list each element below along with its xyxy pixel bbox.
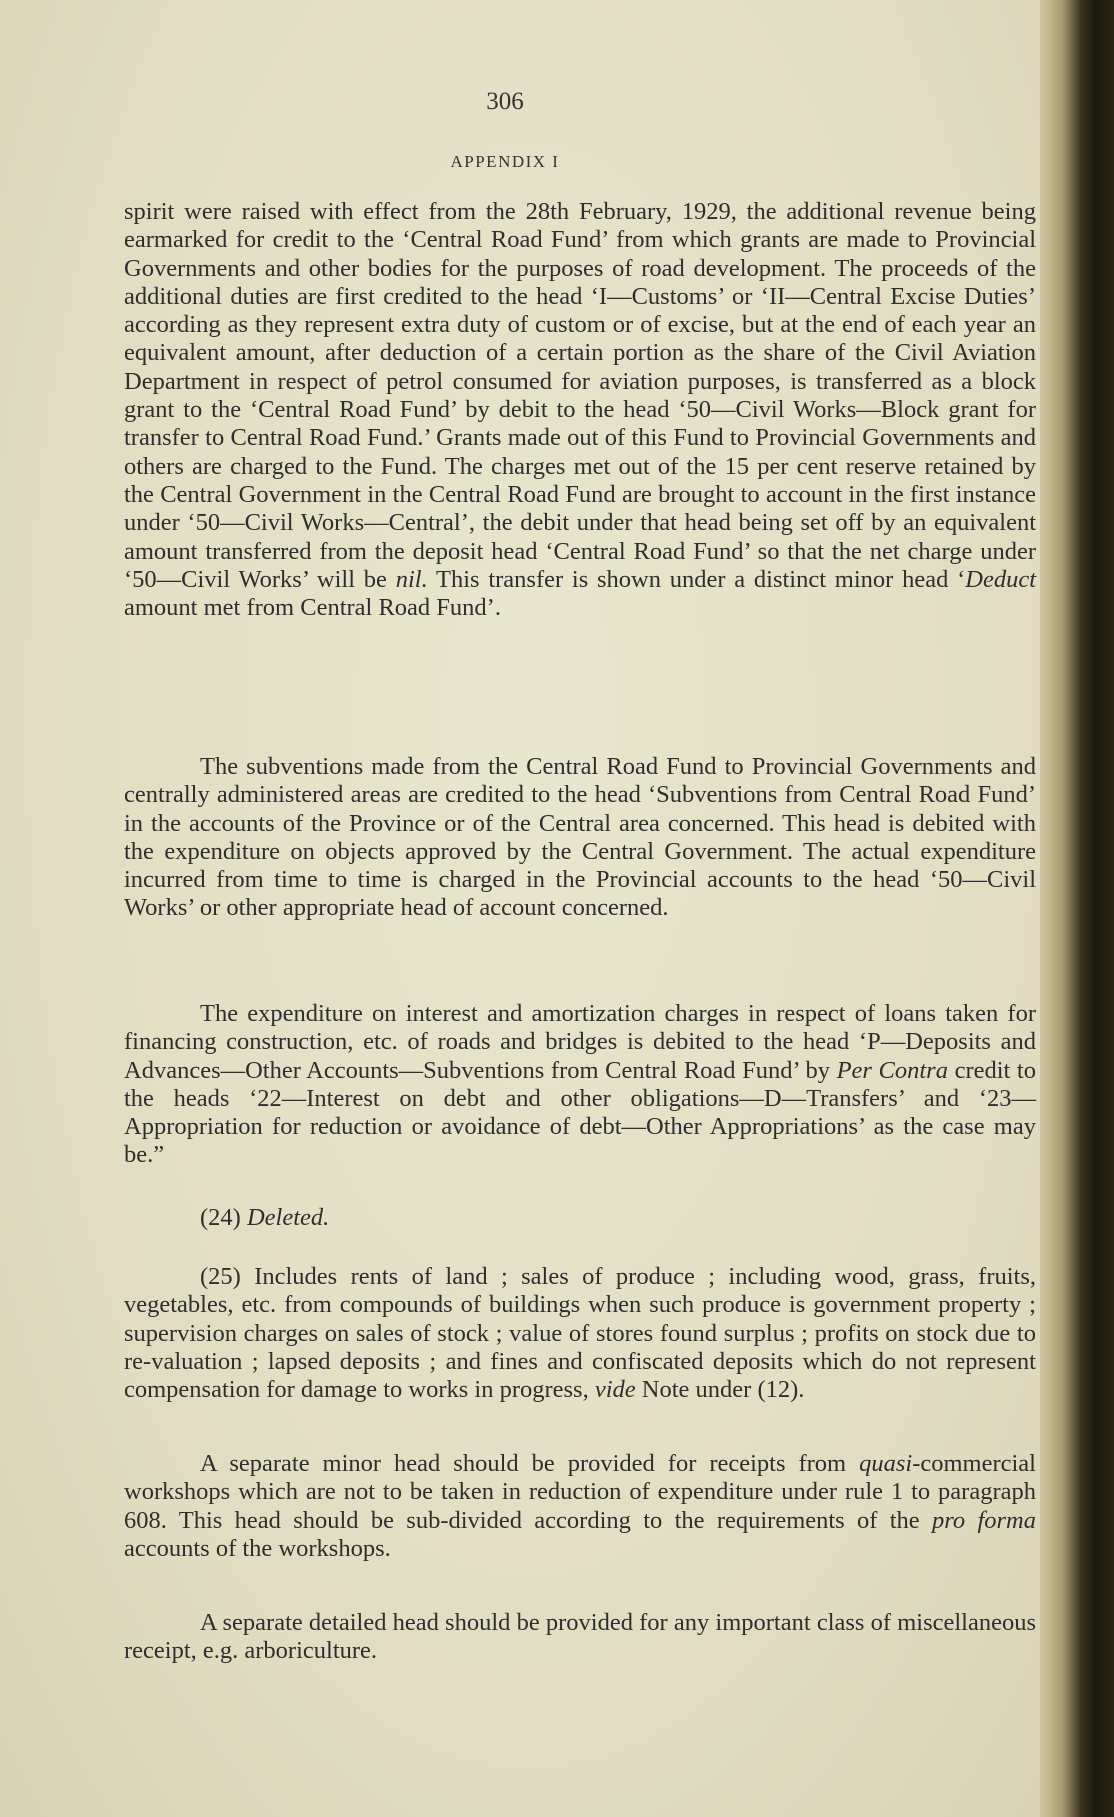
text-segment: Deleted. xyxy=(246,1204,330,1231)
text-segment: vide xyxy=(594,1376,636,1404)
paragraph-interest-amortization xyxy=(124,1000,1036,1170)
paragraph-miscellaneous-receipt xyxy=(124,1609,1036,1666)
text-segment: pro forma xyxy=(932,1506,1036,1534)
text-segment: (24) xyxy=(200,1204,247,1231)
text-segment: accounts of the workshops. xyxy=(124,1534,391,1562)
text-segment: Per Contra xyxy=(836,1056,948,1084)
running-head: APPENDIX I xyxy=(450,152,560,171)
text-segment: spirit were raised with effect from the 28th February, 1929, the additional revenue being earmarked for credit to the ‘Central Road Fund’ from which grants are made to Provincial Governments and other bodies for the purposes of road development. The proceeds of the additional duties are first credited to the head ‘I—Customs’ or ‘II—Central Excise Duties’ according as they represent extra duty of custom or of excise, but at the end of each year an equivalent amount, after deduction of a certain portion as the share of the Civil Aviation Department in respect of petrol consumed for aviation purposes, is transferred as a block grant to the ‘Central Road Fund’ by debit to the head ‘50—Civil Works—Block grant for transfer to Central Road Fund.’ Grants made out of this Fund to Provincial Governments and others are charged to the Fund. The charges met out of the 15 per cent reserve retained by the Central Government in the Central Road Fund are brought to account in the first instance under ‘50—Civil Works—Central’, the debit under that head being set off by an equivalent amount transferred from the deposit head ‘Central Road Fund’ so that the net charge under ‘50—Civil Works’ will be xyxy=(124,198,1036,593)
text-segment: nil. xyxy=(395,565,428,593)
text-segment: The subventions made from the Central Road Fund to Provincial Governments and centrally administered areas are credited to the head ‘Subventions from Central Road Fund’ in the accounts of the Province or of the Central area concerned. This head is debited with the expenditure on objects approved by the Central Government. The actual expenditure incurred from time to time is charged in the Provincial accounts to the head ‘50—Civil Works’ or other appropriate head of account concerned. xyxy=(124,753,1036,922)
text-segment: A separate detailed head should be provided for any important class of miscellaneous receipt, e.g. arboriculture. xyxy=(124,1609,1036,1665)
text-segment: The expenditure on interest and amortization charges in respect of loans taken for financing construction, etc. of roads and bridges is debited to the head ‘P—Deposits and Advances—Other Accounts—Subventions from Central Road Fund’ by xyxy=(124,1000,1036,1084)
paragraph-subventions xyxy=(124,753,1036,923)
note-24 xyxy=(124,1204,1036,1232)
page-binding-edge xyxy=(1040,0,1114,1817)
text-segment: This transfer is shown under a distinct minor head ‘ xyxy=(427,565,966,593)
text-segment: amount met from Central Road Fund’. xyxy=(124,594,501,622)
paragraph-central-road-fund xyxy=(124,198,1036,622)
text-segment: Deduct xyxy=(965,565,1036,593)
note-25 xyxy=(124,1263,1036,1404)
page-number: 306 xyxy=(486,88,524,115)
text-segment: (25) Includes rents of land ; sales of produce ; including wood, grass, fruits, vegetables, etc. from compounds of buildings when such produce is government property ; supervision charges on sales of stock ; value of stores found surplus ; profits on stock due to re-valuation ; lapsed deposits ; and fines and confiscated deposits which do not represent compensation for damage to works in progress, xyxy=(124,1263,1036,1404)
text-segment: credit to the heads ‘22—Interest on debt and other obligations—D—Transfers’ and ‘23—Appropriation for reduction or avoidance of debt—Other Appropriations’ as the case may be.” xyxy=(124,1056,1036,1169)
text-segment: quasi- xyxy=(859,1450,921,1477)
text-segment: commercial workshops which are not to be taken in reduction of expenditure under rule 1 to paragraph 608. This head should be sub-divided according to the requirements of the xyxy=(124,1450,1036,1534)
paragraph-quasi-commercial-workshops xyxy=(124,1450,1036,1563)
text-segment: A separate minor head should be provided for receipts from xyxy=(200,1450,860,1477)
text-segment: Note under (12). xyxy=(635,1376,805,1404)
